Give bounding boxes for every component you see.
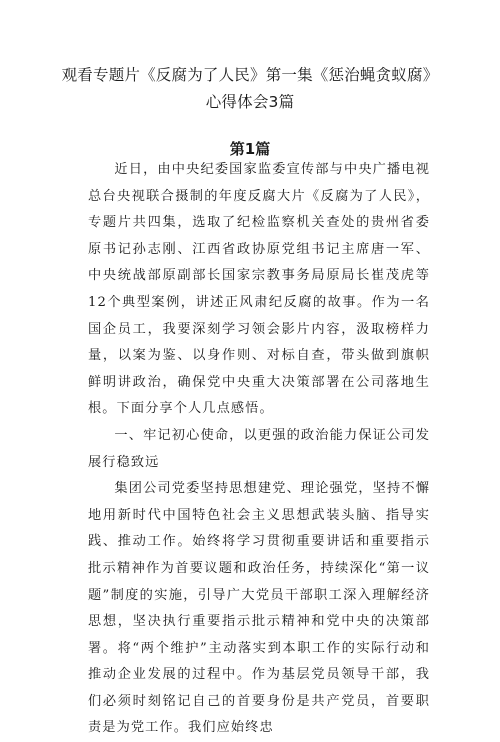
paragraph-body: 集团公司党委坚持思想建党、理论强党，坚持不懈地用新时代中国特色社会主义思想武装头脑、指导实践、推动工作。始终将学习贯彻重要讲话和重要指示批示精神作为首要议题和政治任务，持续深化“第一议题”制度的实施，引导广大党员干部职工深入理解经济思想，坚决执行重要指示批示精神和党中央的决策部署。将“两个维护”主动落实到本职工作的实际行动和推动企业发展的过程中。作为基层党员领导干部，我们必须时刻铭记自己的首要身份是共产党员，首要职责是为党工作。我们应始终忠 <box>88 481 430 736</box>
document-title: 观看专题片《反腐为了人民》第一集《惩治蝇贪蚁腐》心得体会3篇 <box>61 66 439 111</box>
section-heading: 第1篇 <box>229 140 271 158</box>
document-body <box>88 157 430 742</box>
paragraph-intro: 近日，由中央纪委国家监委宣传部与中央广播电视总台央视联合摄制的年度反腐大片《反腐为了人民》，专题片共四集，选取了纪检监察机关查处的贵州省委原书记孙志刚、江西省政协原党组书记主席唐一军、中央统战部原副部长国家宗教事务局原局长崔茂虎等12个典型案例，讲述正风肃纪反腐的故事。作为一名国企员工，我要深刻学习领会影片内容，汲取榜样力量，以案为鉴、以身作则、对标自查，带头做到旗帜鲜明讲政治，确保党中央重大决策部署在公司落地生根。下面分享个人几点感悟。 <box>88 162 430 417</box>
paragraph-subheading: 一、牢记初心使命，以更强的政治能力保证公司发展行稳致远 <box>88 427 430 470</box>
